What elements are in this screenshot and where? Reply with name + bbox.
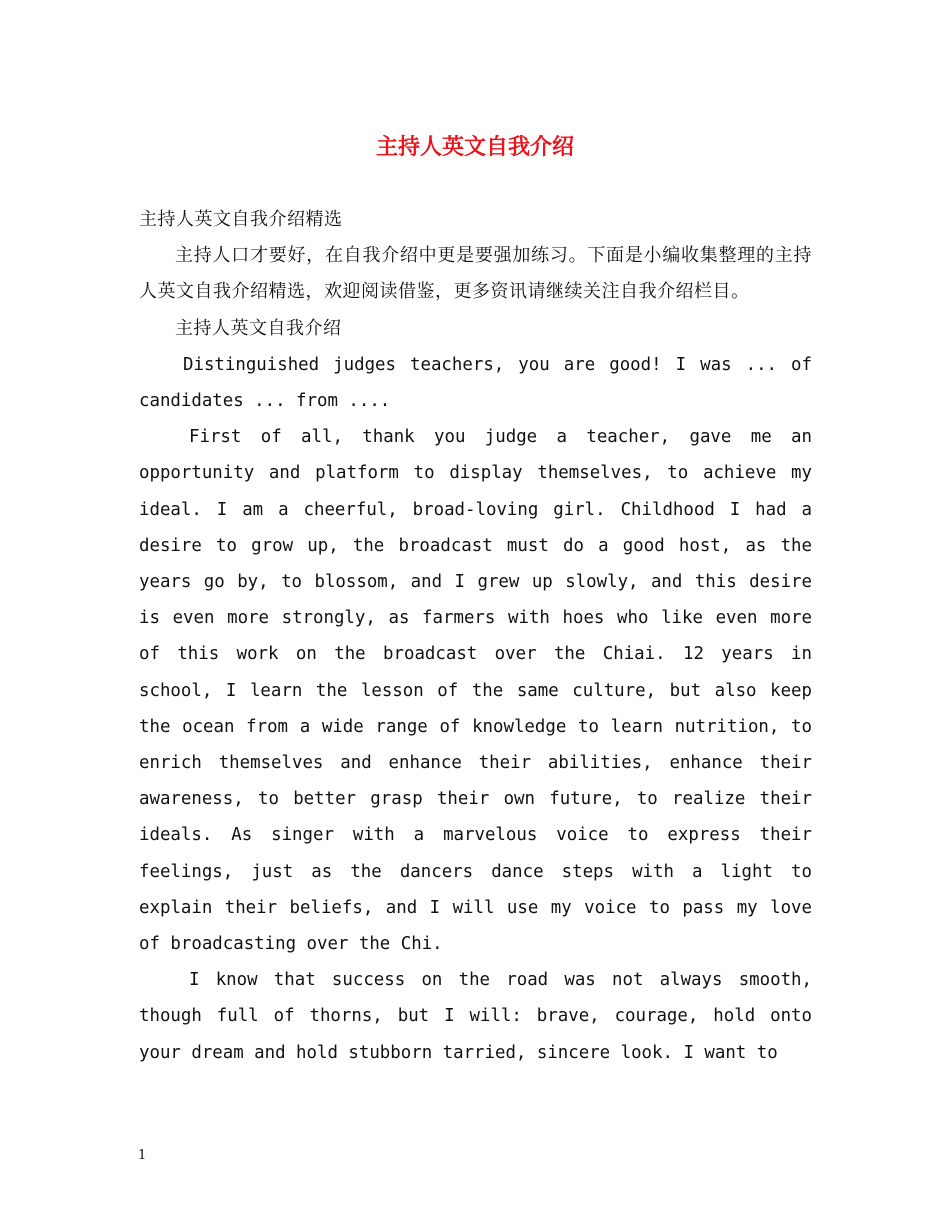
section-heading: 主持人英文自我介绍 — [175, 317, 342, 339]
body-paragraph-1: First of all, thank you judge a teacher, gave me an opportunity and platform to display themselves, to achieve my ideal. I am a cheerful, broad-loving girl. Childhood I had a desire to grow up, the broadcast must do a good host, as the years go by, to blossom, and I grew up slowly, and this desire is even more strongly, as farmers with hoes who like even more of this work on the broadcast over the Chiai. 12 years in school, I learn the lesson of the same culture, but also keep the ocean from a wide range of knowledge to learn nutrition, to enrich themselves and enhance their abilities, enhance their awareness, to better grasp their own future, to realize their ideals. As singer with a marvelous voice to express their feelings, just as the dancers dance steps with a light to explain their beliefs, and I will use my voice to pass my love of broadcasting over the Chi. — [139, 427, 812, 955]
intro-paragraph: 主持人口才要好，在自我介绍中更是要强加练习。下面是小编收集整理的主持人英文自我介绍精选，欢迎阅读借鉴，更多资讯请继续关注自我介绍栏目。 — [139, 245, 812, 303]
page-number: 1 — [138, 1148, 147, 1163]
document-body — [139, 202, 812, 1071]
subtitle-paragraph: 主持人英文自我介绍精选 — [139, 209, 343, 230]
body-paragraph-2: I know that success on the road was not always smooth, though full of thorns, but I will: brave, courage, hold onto your dream and hold stubborn tarried, sincere look. I want to — [139, 970, 812, 1063]
document-title: 主持人英文自我介绍 — [375, 134, 574, 160]
greeting-paragraph: Distinguished judges teachers, you are good! I was ... of candidates ... from .... — [139, 354, 812, 412]
